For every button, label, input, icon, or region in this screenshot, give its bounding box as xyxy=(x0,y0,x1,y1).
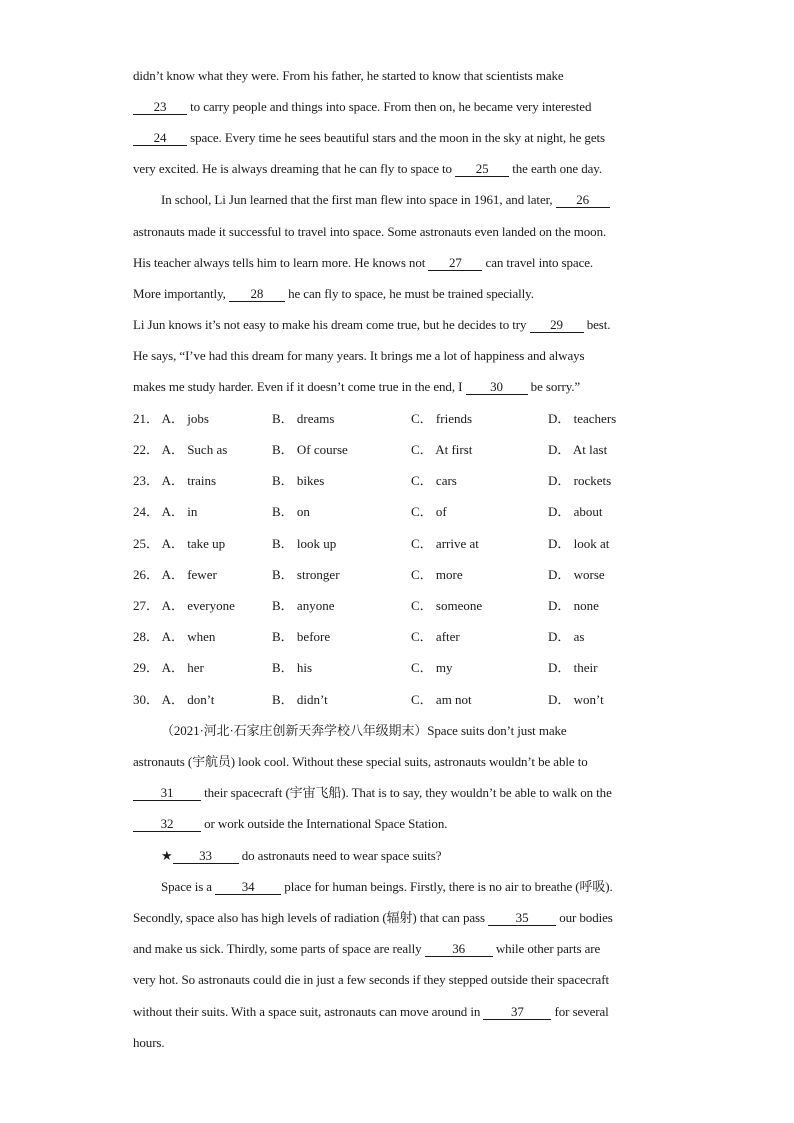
question-number: 27． xyxy=(133,598,160,613)
text: to carry people and things into space. From then on, he became very interested xyxy=(187,99,592,114)
passage-line xyxy=(133,224,663,240)
text: He says, “I’ve had this dream for many years. It brings me a lot of happiness and always xyxy=(133,348,585,363)
option-d[interactable]: D． none xyxy=(548,598,599,613)
option-c[interactable]: C． friends xyxy=(411,411,473,426)
passage-line xyxy=(133,816,663,832)
option-b[interactable]: B． stronger xyxy=(272,567,340,582)
text: His teacher always tells him to learn more. He knows not xyxy=(133,255,429,270)
passage-line xyxy=(133,1004,663,1020)
text: for several xyxy=(551,1004,609,1019)
question-number: 22． xyxy=(133,442,160,457)
text: and make us sick. Thirdly, some parts of space are really xyxy=(133,941,425,956)
passage-line xyxy=(133,68,663,84)
text: be sorry.” xyxy=(527,379,581,394)
passage-line xyxy=(133,379,663,395)
passage-line xyxy=(133,910,663,926)
option-text: A． trains xyxy=(161,473,217,488)
passage-line xyxy=(133,785,663,801)
blank-26: 26 xyxy=(556,193,610,208)
option-b[interactable]: B． look up xyxy=(272,536,337,551)
option-c[interactable]: C． am not xyxy=(411,692,472,707)
text: very excited. He is always dreaming that he can fly to space to xyxy=(133,161,456,176)
option-b[interactable]: B． dreams xyxy=(272,411,335,426)
text: do astronauts need to wear space suits? xyxy=(238,848,442,863)
option-a[interactable] xyxy=(133,567,217,583)
option-c[interactable]: C． cars xyxy=(411,473,457,488)
passage-line xyxy=(161,848,691,864)
option-c[interactable]: C． At first xyxy=(411,442,473,457)
option-text: A． take up xyxy=(161,536,226,551)
passage-line xyxy=(133,255,663,271)
passage-line xyxy=(133,348,663,364)
text: didn’t know what they were. From his father, he started to know that scientists make xyxy=(133,68,564,83)
text: hours. xyxy=(133,1035,165,1050)
blank-35: 35 xyxy=(488,911,556,926)
option-b[interactable]: B． his xyxy=(272,660,313,675)
option-text: A． don’t xyxy=(161,692,215,707)
passage-line xyxy=(161,192,691,208)
option-text: A． everyone xyxy=(161,598,235,613)
option-d[interactable]: D． look at xyxy=(548,536,610,551)
option-a[interactable] xyxy=(133,660,204,676)
option-d[interactable]: D． rockets xyxy=(548,473,612,488)
option-text: A． in xyxy=(161,504,198,519)
blank-32: 32 xyxy=(133,817,201,832)
question-number: 24． xyxy=(133,504,160,519)
question-number: 21． xyxy=(133,411,160,426)
option-b[interactable]: B． before xyxy=(272,629,331,644)
option-b[interactable]: B． bikes xyxy=(272,473,325,488)
passage-line xyxy=(161,723,691,739)
text: without their suits. With a space suit, astronauts can move around in xyxy=(133,1004,484,1019)
option-c[interactable]: C． arrive at xyxy=(411,536,479,551)
option-text: A． when xyxy=(161,629,216,644)
blank-37: 37 xyxy=(483,1005,551,1020)
passage-line xyxy=(133,754,663,770)
option-d[interactable]: D． their xyxy=(548,660,598,675)
text: our bodies xyxy=(556,910,613,925)
passage-line xyxy=(133,317,663,333)
option-d[interactable]: D． as xyxy=(548,629,585,644)
text: space. Every time he sees beautiful stars and the moon in the sky at night, he gets xyxy=(187,130,605,145)
option-d[interactable]: D． At last xyxy=(548,442,608,457)
option-text: A． jobs xyxy=(161,411,209,426)
star-icon: ★ xyxy=(161,848,173,863)
option-b[interactable]: B． on xyxy=(272,504,310,519)
text: In school, Li Jun learned that the first man flew into space in 1961, and later, xyxy=(161,192,556,207)
blank-28: 28 xyxy=(229,287,285,302)
text: very hot. So astronauts could die in just a few seconds if they stepped outside their spacecraft xyxy=(133,972,609,987)
text: place for human beings. Firstly, there is no air to breathe (呼吸). xyxy=(281,879,613,894)
question-number: 26． xyxy=(133,567,160,582)
blank-30: 30 xyxy=(466,380,528,395)
text: best. xyxy=(583,317,611,332)
option-d[interactable]: D． teachers xyxy=(548,411,617,426)
question-number: 29． xyxy=(133,660,160,675)
option-d[interactable]: D． about xyxy=(548,504,603,519)
question-number: 30． xyxy=(133,692,160,707)
passage-line xyxy=(133,972,663,988)
passage-line xyxy=(133,130,663,146)
option-d[interactable]: D． won’t xyxy=(548,692,604,707)
passage-line xyxy=(133,1035,663,1051)
option-c[interactable]: C． after xyxy=(411,629,460,644)
option-a[interactable] xyxy=(133,598,235,614)
blank-27: 27 xyxy=(428,256,482,271)
question-number: 25． xyxy=(133,536,160,551)
text: the earth one day. xyxy=(509,161,603,176)
option-c[interactable]: C． my xyxy=(411,660,453,675)
passage-line xyxy=(133,941,663,957)
option-c[interactable]: C． more xyxy=(411,567,463,582)
blank-29: 29 xyxy=(530,318,584,333)
text: Li Jun knows it’s not easy to make his dream come true, but he decides to try xyxy=(133,317,530,332)
option-c[interactable]: C． someone xyxy=(411,598,483,613)
blank-34: 34 xyxy=(215,880,281,895)
option-text: A． her xyxy=(161,660,204,675)
option-a[interactable] xyxy=(133,692,214,708)
option-a[interactable] xyxy=(133,536,225,552)
question-number: 28． xyxy=(133,629,160,644)
option-c[interactable]: C． of xyxy=(411,504,447,519)
option-text: A． fewer xyxy=(161,567,217,582)
text: Secondly, space also has high levels of radiation (辐射) that can pass xyxy=(133,910,489,925)
text: or work outside the International Space Station. xyxy=(201,816,448,831)
text: Space is a xyxy=(161,879,216,894)
blank-24: 24 xyxy=(133,131,187,146)
text: while other parts are xyxy=(492,941,601,956)
option-text: A． Such as xyxy=(161,442,228,457)
passage-line xyxy=(133,286,663,302)
option-a[interactable] xyxy=(133,442,227,458)
option-d[interactable]: D． worse xyxy=(548,567,605,582)
blank-25: 25 xyxy=(455,162,509,177)
text: can travel into space. xyxy=(482,255,594,270)
text: astronauts (宇航员) look cool. Without these special suits, astronauts wouldn’t be able to xyxy=(133,754,588,769)
text: makes me study harder. Even if it doesn’t come true in the end, I xyxy=(133,379,466,394)
blank-31: 31 xyxy=(133,786,201,801)
option-a[interactable] xyxy=(133,411,209,427)
passage-line xyxy=(133,161,663,177)
option-b[interactable]: B． Of course xyxy=(272,442,348,457)
blank-33: 33 xyxy=(173,849,239,864)
option-b[interactable]: B． didn’t xyxy=(272,692,328,707)
blank-36: 36 xyxy=(425,942,493,957)
text: More importantly, xyxy=(133,286,229,301)
text: astronauts made it successful to travel into space. Some astronauts even landed on the moon. xyxy=(133,224,607,239)
passage-line xyxy=(133,99,663,115)
passage-line xyxy=(161,879,691,895)
text: （2021·河北·石家庄创新天奔学校八年级期末）Space suits don’t just make xyxy=(161,723,567,738)
text: he can fly to space, he must be trained specially. xyxy=(284,286,534,301)
option-a[interactable] xyxy=(133,504,197,520)
question-number: 23． xyxy=(133,473,160,488)
option-a[interactable] xyxy=(133,473,216,489)
text: their spacecraft (宇宙飞船). That is to say, they wouldn’t be able to walk on the xyxy=(201,785,612,800)
blank-23: 23 xyxy=(133,100,187,115)
option-b[interactable]: B． anyone xyxy=(272,598,335,613)
option-a[interactable] xyxy=(133,629,215,645)
